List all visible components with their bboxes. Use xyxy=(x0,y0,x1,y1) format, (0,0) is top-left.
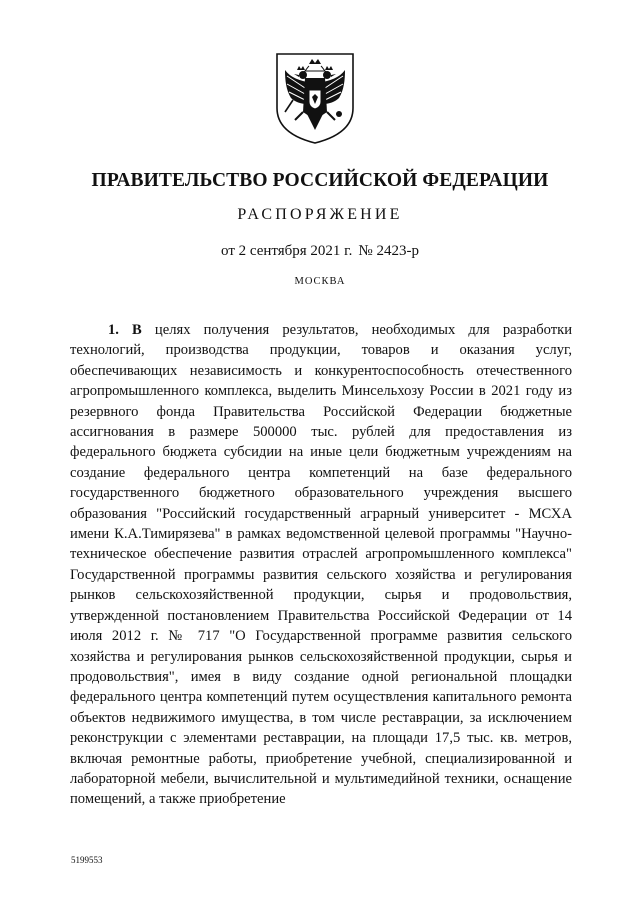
document-date: от 2 сентября 2021 г. xyxy=(221,243,353,259)
paragraph-text: целях получения результатов, необходимых для разработки технологий, производства продукции, товаров и оказания услуг, обеспечивающих независимость и конкурентоспособность отечественного агропромышленного комплекса, выделить Минсельхозу России в 2021 году из резервного фонда Правительства Российской Федерации бюджетные ассигнования в размере 500000 тыс. рублей для предоставления из федерального бюджета субсидии на иные цели бюджетным учреждениям на создание федерального центра компетенций на базе федерального государственного бюджетного образовательного учреждения высшего образования "Российский государственный аграрный университет - МСХА имени К.А.Тимирязева" в рамках ведомственной целевой программы "Научно-техническое обеспечение развития отраслей агропромышленного комплекса" Государственной программы развития сельского хозяйства и регулирования рынков сельскохозяйственной продукции, сырья и продовольствия, утвержденной постановлением Правительства Российской Федерации от 14 июля 2012 г. № 717 "О Государственной программе развития сельского хозяйства и регулирования рынков сельскохозяйственной продукции, сырья и продовольствия", имея в виду создание одной региональной площадки федерального центра компетенций путем осуществления капитального ремонта объектов недвижимого имущества, в том числе реставрации, за исключением реконструкции с элементами реставрации, на площади 17,5 тыс. кв. метров, включая ремонтные работы, приобретение учебной, специализированной и лабораторной мебели, вычислительной и мультимедийной техники, оснащение помещений, а также приобретение xyxy=(70,322,573,808)
document-code: 5199553 xyxy=(71,855,103,865)
document-number: № 2423-р xyxy=(358,243,419,259)
paragraph-number: 1. В xyxy=(108,322,142,338)
document-type: РАСПОРЯЖЕНИЕ xyxy=(237,206,403,223)
russian-coat-of-arms-icon xyxy=(273,50,357,146)
document-date-line xyxy=(0,243,640,260)
government-title: ПРАВИТЕЛЬСТВО РОССИЙСКОЙ ФЕДЕРАЦИИ xyxy=(91,170,549,191)
document-city: МОСКВА xyxy=(294,276,346,287)
paragraph-1 xyxy=(70,320,572,810)
